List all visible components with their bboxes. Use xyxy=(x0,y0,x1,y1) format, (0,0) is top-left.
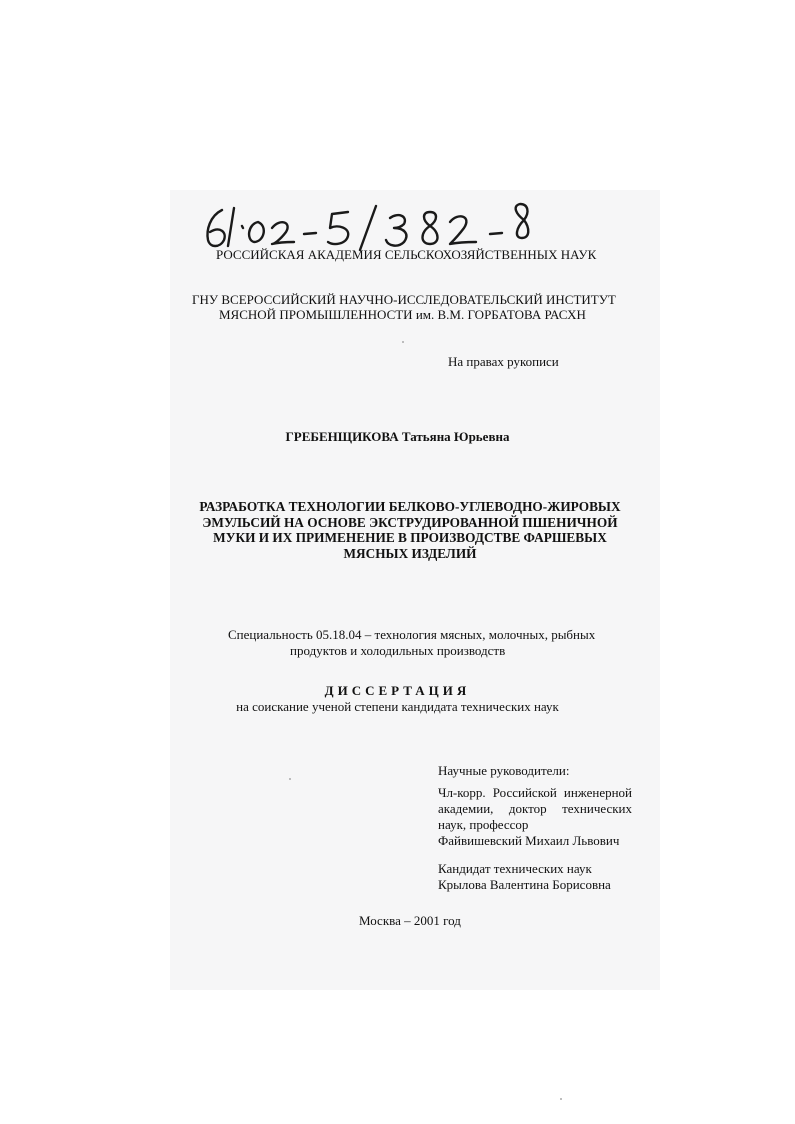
title-line: РАЗРАБОТКА ТЕХНОЛОГИИ БЕЛКОВО-УГЛЕВОДНО-ЖИРОВЫХ xyxy=(199,499,621,514)
author-name: ГРЕБЕНЩИКОВА Татьяна Юрьевна xyxy=(285,429,510,444)
institute-name-line-2: МЯСНОЙ ПРОМЫШЛЕННОСТИ им. В.М. ГОРБАТОВА РАСХН xyxy=(219,307,586,322)
institute-name-line-1: ГНУ ВСЕРОССИЙСКИЙ НАУЧНО-ИССЛЕДОВАТЕЛЬСКИЙ ИНСТИТУТ xyxy=(192,292,616,307)
advisor-2-name: Крылова Валентина Борисовна xyxy=(438,877,611,892)
advisor-1-title-line: академии, доктор технических xyxy=(438,801,632,816)
advisor-1-title-line: Чл-корр. Российской инженерной xyxy=(438,785,632,800)
dissertation-label: ДИССЕРТАЦИЯ xyxy=(324,683,471,698)
scan-speck xyxy=(289,778,291,780)
advisor-2-block xyxy=(438,861,632,893)
title-line: ЭМУЛЬСИЙ НА ОСНОВЕ ЭКСТРУДИРОВАННОЙ ПШЕНИЧНОЙ xyxy=(202,514,618,530)
advisor-2-degree: Кандидат технических наук xyxy=(438,861,592,876)
specialty-line-2: продуктов и холодильных производств xyxy=(290,643,506,658)
title-line: МУКИ И ИХ ПРИМЕНЕНИЕ В ПРОИЗВОДСТВЕ ФАРШЕВЫХ xyxy=(213,530,607,545)
manuscript-rights-note: На правах рукописи xyxy=(448,354,559,369)
advisor-1-name: Файвишевский Михаил Львович xyxy=(438,833,620,848)
specialty-line-1: Специальность 05.18.04 – технология мясных, молочных, рыбных xyxy=(228,627,596,642)
academy-name: РОССИЙСКАЯ АКАДЕМИЯ СЕЛЬСКОХОЗЯЙСТВЕННЫХ НАУК xyxy=(216,247,597,262)
scan-speck xyxy=(402,341,404,343)
advisor-1-block xyxy=(438,785,632,849)
place-and-year: Москва – 2001 год xyxy=(359,913,461,928)
dissertation-title xyxy=(190,499,630,561)
scan-speck xyxy=(560,1098,562,1100)
dissertation-subtitle: на соискание ученой степени кандидата технических наук xyxy=(236,699,559,714)
advisor-1-title-line: наук, профессор xyxy=(438,817,529,832)
advisors-heading: Научные руководители: xyxy=(438,763,570,778)
title-line: МЯСНЫХ ИЗДЕЛИЙ xyxy=(343,545,477,561)
